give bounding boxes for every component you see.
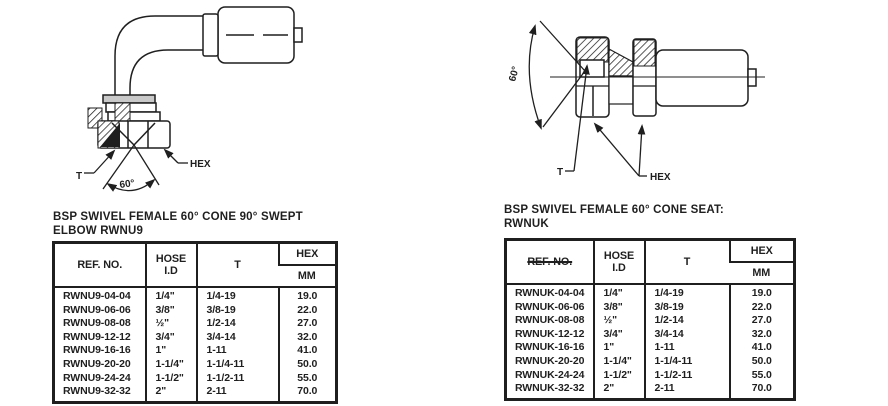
table-cell: 41.0 bbox=[730, 341, 795, 355]
table-cell: ½" bbox=[594, 314, 645, 328]
table-cell: RWNUK-32-32 bbox=[515, 382, 585, 395]
t-label: T bbox=[76, 171, 83, 182]
table-row bbox=[54, 317, 337, 331]
table-cell: 1" bbox=[146, 344, 197, 358]
table-cell: 1" bbox=[594, 341, 645, 355]
t-pointer bbox=[84, 151, 114, 173]
table-cell: 1-1/2" bbox=[146, 372, 197, 386]
table-cell: RWNU9-32-32 bbox=[63, 385, 131, 398]
table-cell: 2" bbox=[146, 385, 197, 402]
table-cell: RWNU9-08-08 bbox=[63, 317, 131, 330]
table-cell: RWNU9-20-20 bbox=[63, 357, 131, 370]
table-cell: RWNUK-16-16 bbox=[515, 341, 585, 354]
table-row bbox=[506, 301, 795, 315]
table-cell: 1/4-19 bbox=[197, 287, 279, 304]
table-cell: 19.0 bbox=[279, 287, 337, 304]
left-table-body bbox=[54, 287, 337, 402]
table-cell: 1-1/4" bbox=[146, 358, 197, 372]
ferrule-shell bbox=[656, 50, 756, 106]
table-cell: RWNU9-16-16 bbox=[63, 344, 131, 357]
table-row bbox=[54, 331, 337, 345]
t-label: T bbox=[557, 167, 564, 178]
table-cell: 3/8" bbox=[594, 301, 645, 315]
table-cell: 41.0 bbox=[279, 344, 337, 358]
table-row bbox=[506, 382, 795, 399]
col-header-ref: REF. NO. bbox=[527, 256, 573, 268]
title-line-2: RWNUK bbox=[504, 218, 549, 230]
title-line-1: BSP SWIVEL FEMALE 60° CONE 90° SWEPT bbox=[53, 211, 303, 223]
table-cell: RWNU9-06-06 bbox=[63, 303, 131, 316]
table-row bbox=[506, 369, 795, 383]
col-header-t: T bbox=[197, 243, 279, 288]
table-cell: 3/8" bbox=[146, 304, 197, 318]
table-cell: 1/2-14 bbox=[197, 317, 279, 331]
table-cell: 1-1/4-11 bbox=[645, 355, 730, 369]
table-row bbox=[54, 372, 337, 386]
ferrule-shell bbox=[203, 7, 302, 63]
table-cell: 1-11 bbox=[197, 344, 279, 358]
table-cell: 3/8-19 bbox=[645, 301, 730, 315]
angle-label: 60° bbox=[507, 65, 522, 83]
table-cell: 50.0 bbox=[279, 358, 337, 372]
table-cell: 19.0 bbox=[730, 284, 795, 301]
table-cell: 2-11 bbox=[197, 385, 279, 402]
table-cell: RWNU9-12-12 bbox=[63, 330, 131, 343]
table-cell: 55.0 bbox=[279, 372, 337, 386]
right-spec-table bbox=[504, 238, 796, 401]
hex-pointer bbox=[595, 124, 647, 176]
table-cell: 55.0 bbox=[730, 369, 795, 383]
table-cell: 1-1/2" bbox=[594, 369, 645, 383]
col-header-ref: REF. NO. bbox=[77, 259, 123, 271]
table-row bbox=[54, 358, 337, 372]
table-row bbox=[506, 328, 795, 342]
table-cell: 2" bbox=[594, 382, 645, 399]
col-header-hex: HEX bbox=[730, 240, 795, 263]
table-cell: 1/4" bbox=[146, 287, 197, 304]
table-cell: 27.0 bbox=[279, 317, 337, 331]
col-header-t: T bbox=[645, 240, 730, 285]
col-header-mm: MM bbox=[297, 270, 316, 282]
table-row bbox=[506, 284, 795, 301]
angle-label: 60° bbox=[118, 177, 136, 191]
right-fitting-diagram bbox=[495, 2, 830, 204]
table-cell: 70.0 bbox=[730, 382, 795, 399]
table-row bbox=[54, 344, 337, 358]
table-cell: 1/4-19 bbox=[645, 284, 730, 301]
table-row bbox=[54, 304, 337, 318]
hex-pointer bbox=[165, 150, 188, 163]
table-cell: 1-1/4" bbox=[594, 355, 645, 369]
table-cell: RWNUK-24-24 bbox=[515, 368, 585, 381]
table-cell: 32.0 bbox=[279, 331, 337, 345]
title-line-2: ELBOW RWNU9 bbox=[53, 225, 144, 237]
right-table-body bbox=[506, 284, 795, 399]
table-cell: 22.0 bbox=[279, 304, 337, 318]
swivel-nut bbox=[88, 95, 170, 148]
table-cell: RWNUK-12-12 bbox=[515, 327, 585, 340]
right-section-title bbox=[504, 203, 724, 231]
col-header-hose: HOSE I.D bbox=[594, 240, 645, 285]
table-cell: 3/4" bbox=[146, 331, 197, 345]
hex-label: HEX bbox=[190, 159, 211, 170]
table-cell: 3/4" bbox=[594, 328, 645, 342]
table-cell: RWNUK-20-20 bbox=[515, 354, 585, 367]
table-row bbox=[506, 314, 795, 328]
table-cell: 27.0 bbox=[730, 314, 795, 328]
table-cell: 1-1/2-11 bbox=[197, 372, 279, 386]
table-cell: 3/4-14 bbox=[645, 328, 730, 342]
table-row bbox=[54, 287, 337, 304]
left-section-title bbox=[53, 210, 303, 238]
table-cell: 50.0 bbox=[730, 355, 795, 369]
table-cell: 3/8-19 bbox=[197, 304, 279, 318]
table-cell: RWNU9-24-24 bbox=[63, 371, 131, 384]
left-fitting-diagram bbox=[40, 2, 340, 208]
table-cell: 1/2-14 bbox=[645, 314, 730, 328]
table-cell: 70.0 bbox=[279, 385, 337, 402]
title-line-1: BSP SWIVEL FEMALE 60° CONE SEAT: bbox=[504, 204, 724, 216]
table-cell: 32.0 bbox=[730, 328, 795, 342]
table-cell: 1-1/4-11 bbox=[197, 358, 279, 372]
table-cell: 1-11 bbox=[645, 341, 730, 355]
table-cell: 1/4" bbox=[594, 284, 645, 301]
left-spec-table bbox=[52, 241, 338, 404]
table-row bbox=[506, 355, 795, 369]
table-row bbox=[54, 385, 337, 402]
col-header-mm: MM bbox=[752, 267, 771, 279]
table-cell: 3/4-14 bbox=[197, 331, 279, 345]
table-row bbox=[506, 341, 795, 355]
col-header-hex: HEX bbox=[279, 243, 337, 266]
table-cell: 1-1/2-11 bbox=[645, 369, 730, 383]
table-cell: 2-11 bbox=[645, 382, 730, 399]
table-cell: RWNUK-08-08 bbox=[515, 314, 585, 327]
table-cell: 22.0 bbox=[730, 301, 795, 315]
elbow-tube bbox=[115, 16, 203, 95]
table-cell: RWNUK-06-06 bbox=[515, 300, 585, 313]
col-header-hose: HOSE I.D bbox=[146, 243, 197, 288]
table-cell: RWNU9-04-04 bbox=[63, 290, 131, 302]
hex-label: HEX bbox=[650, 172, 671, 183]
table-cell: RWNUK-04-04 bbox=[515, 287, 585, 299]
table-cell: ½" bbox=[146, 317, 197, 331]
